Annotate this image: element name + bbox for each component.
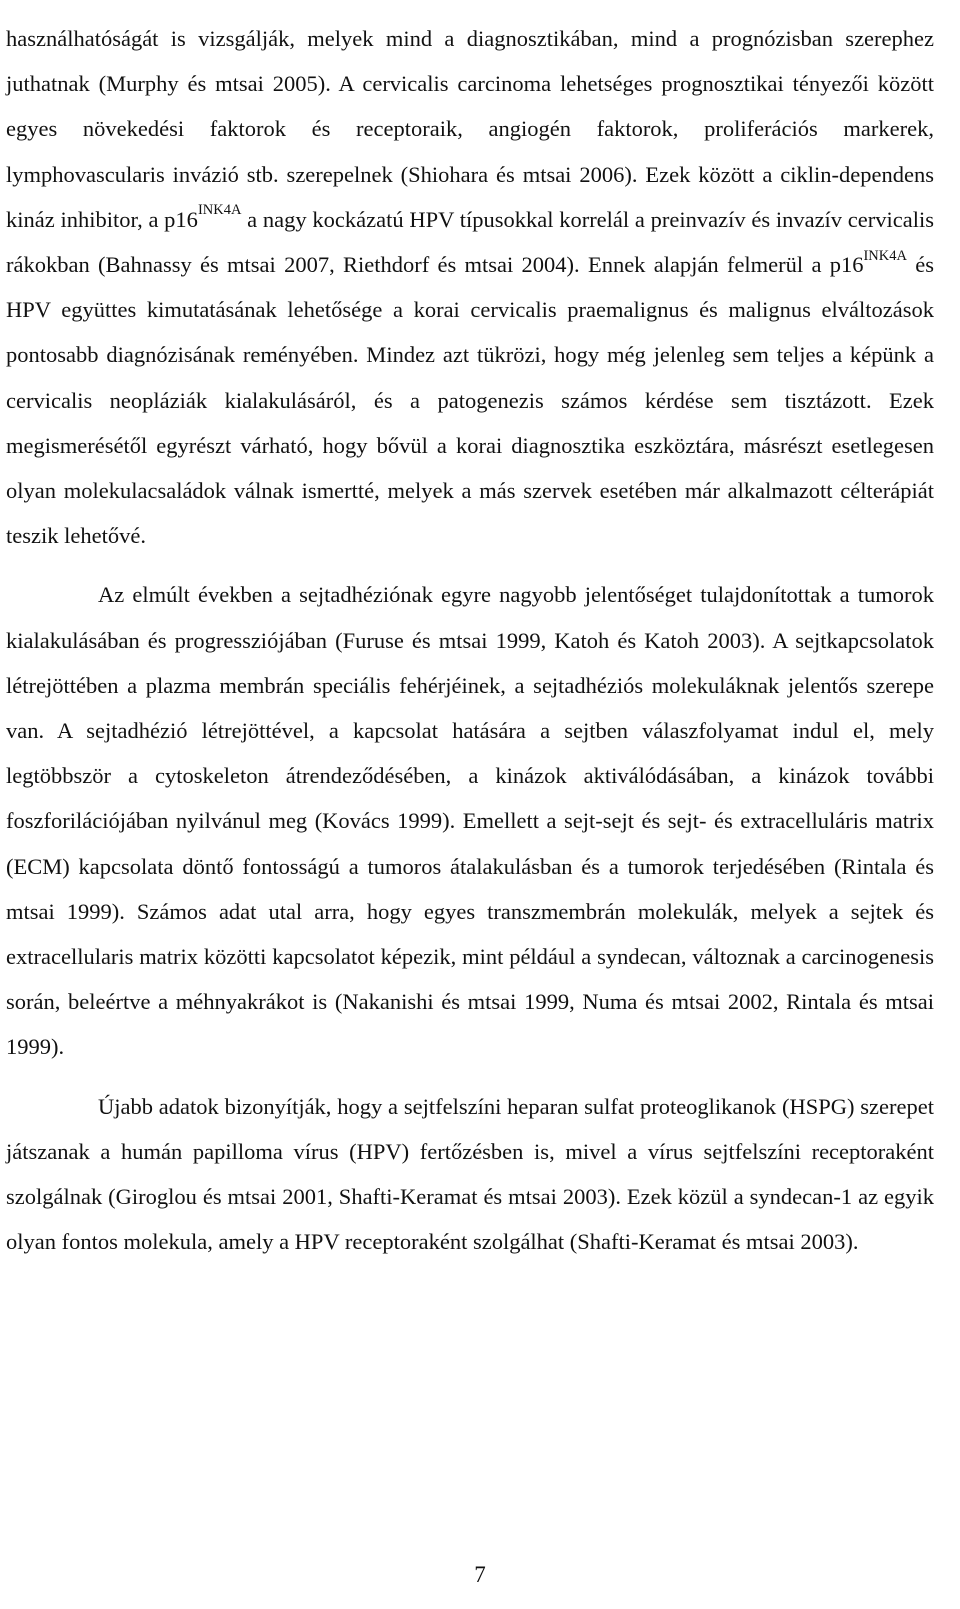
superscript-ink4a: INK4A bbox=[863, 247, 907, 264]
paragraph-gap bbox=[6, 1070, 934, 1084]
superscript-ink4a: INK4A bbox=[197, 202, 242, 219]
paragraph-2: Az elmúlt években a sejtadhéziónak egyre nagyobb jelentőséget tulajdonítottak a tumorok kialakulásában és progressziójában (Furuse és mtsai 1999, Katoh és Katoh 2003). A sejtkapcsolatok létrejöttében a plazma membrán speciális fehérjéinek, a sejtadhéziós molekuláknak jelentős szerepe van. A sejtadhézió létrejöttével, a kapcsolat hatására a sejtben válaszfolyamat indul el, mely legtöbbször a cytoskeleton átrendeződésében, a kinázok aktiválódásában, a kinázok további foszforilációjában nyilvánul meg (Kovács 1999). Emellett a sejt-sejt és sejt- és extracelluláris matrix (ECM) kapcsolata döntő fontosságú a tumoros átalakulásban és a tumorok terjedésében (Rintala és mtsai 1999). Számos adat utal arra, hogy egyes transzmembrán molekulák, melyek a sejtek és extracellularis matrix közötti kapcsolatot képezik, mint például a syndecan, változnak a carcinogenesis során, beleértve a méhnyakrákot is (Nakanishi és mtsai 1999, Numa és mtsai 2002, Rintala és mtsai 1999). bbox=[6, 582, 934, 1060]
page-number: 7 bbox=[474, 1562, 486, 1587]
paragraph-1-text-a: használhatóságát is vizsgálják, melyek mind a diagnosztikában, mind a prognózisban szerephez juthatnak (Murphy és mtsai 2005). A cervicalis carcinoma lehetséges prognosztikai tényezői között egyes növekedési faktorok és receptoraik, angiogén faktorok, proliferációs markerek, lymphovascularis invázió stb. szerepelnek (Shiohara és mtsai 2006). Ezek között a ciklin-dependens kináz inhibitor, a p16 bbox=[6, 26, 934, 232]
paragraph-1 bbox=[6, 16, 934, 558]
paragraph-1-text-c: és HPV együttes kimutatásának lehetősége a korai cervicalis praemalignus és malignus elváltozások pontosabb diagnózisának reményében. Mindez azt tükrözi, hogy még jelenleg sem teljes a képünk a cervicalis neopláziák kialakulásáról, és a patogenezis számos kérdése sem tisztázott. Ezek megismerésétől egyrészt várható, hogy bővül a korai diagnosztika eszköztára, másrészt esetlegesen olyan molekulacsaládok válnak ismertté, melyek a más szervek esetében már alkalmazott célterápiát teszik lehetővé. bbox=[6, 252, 934, 549]
paragraph-gap bbox=[6, 558, 934, 572]
paragraph-3: Újabb adatok bizonyítják, hogy a sejtfelszíni heparan sulfat proteoglikanok (HSPG) szerepet játszanak a humán papilloma vírus (HPV) fertőzésben is, mivel a vírus sejtfelszíni receptoraként szolgálnak (Giroglou és mtsai 2001, Shafti-Keramat és mtsai 2003). Ezek közül a syndecan-1 az egyik olyan fontos molekula, amely a HPV receptoraként szolgálhat (Shafti-Keramat és mtsai 2003). bbox=[6, 1093, 934, 1255]
document-page bbox=[6, 16, 934, 1264]
paragraph-1-text-b: a nagy kockázatú HPV típusokkal korrelál a preinvazív és invazív cervicalis rákokban (Bahnassy és mtsai 2007, Riethdorf és mtsai 2004). Ennek alapján felmerül a p16 bbox=[6, 206, 935, 278]
